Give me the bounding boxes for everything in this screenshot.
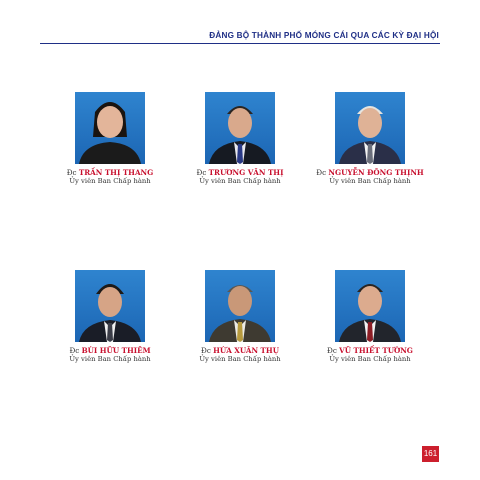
member-name-line [40, 168, 180, 177]
member-name: BÙI HỮU THIÊM [81, 346, 151, 355]
honorific-prefix: Đc [201, 346, 211, 355]
member-role: Ủy viên Ban Chấp hành [69, 355, 151, 363]
portrait-photo [205, 270, 275, 342]
member-name-line [300, 346, 440, 355]
honorific-prefix: Đc [66, 168, 77, 177]
portrait-photo [335, 92, 405, 164]
page-header-title: ĐẢNG BỘ THÀNH PHỐ MÓNG CÁI QUA CÁC KỲ ĐẠI HỘI [209, 31, 439, 40]
member-card [40, 270, 180, 364]
member-role: Ủy viên Ban Chấp hành [329, 177, 411, 185]
honorific-prefix: Đc [327, 346, 337, 355]
member-role: Ủy viên Ban Chấp hành [69, 177, 151, 185]
portrait-photo [75, 270, 145, 342]
member-role: Ủy viên Ban Chấp hành [329, 355, 411, 363]
page-number: 161 [422, 446, 439, 462]
header-rule [40, 43, 440, 44]
member-name-line [300, 168, 440, 177]
member-name: TRẦN THỊ THANG [78, 168, 154, 177]
member-name: VŨ THIẾT TƯỜNG [339, 346, 413, 355]
member-card [40, 92, 180, 186]
honorific-prefix: Đc [69, 346, 80, 355]
member-name: HỨA XUÂN THỤ [213, 346, 279, 355]
member-name: TRƯƠNG VĂN THỊ [208, 168, 284, 177]
member-name-line [170, 346, 310, 355]
member-name: NGUYỄN ĐÔNG THỊNH [328, 168, 424, 177]
member-name-line [40, 346, 180, 355]
portrait-photo [75, 92, 145, 164]
member-card [300, 270, 440, 364]
member-role: Ủy viên Ban Chấp hành [199, 355, 281, 363]
honorific-prefix: Đc [316, 168, 327, 177]
member-role: Ủy viên Ban Chấp hành [199, 177, 281, 185]
portrait-photo [335, 270, 405, 342]
member-name-line [170, 168, 310, 177]
portrait-photo [205, 92, 275, 164]
member-card [300, 92, 440, 186]
member-card [170, 270, 310, 364]
honorific-prefix: Đc [196, 168, 207, 177]
member-card [170, 92, 310, 186]
